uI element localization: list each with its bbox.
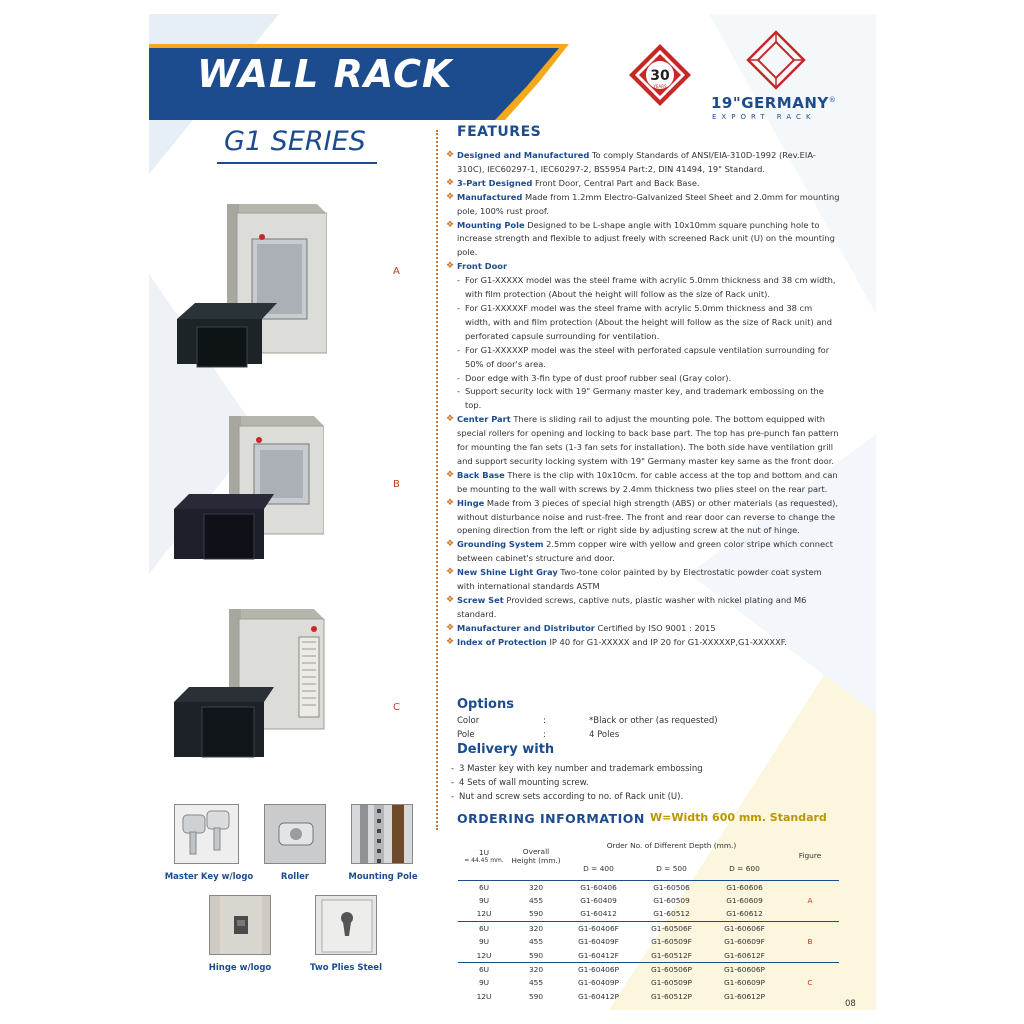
ordering-table-body	[458, 880, 839, 1003]
master-key-image	[174, 804, 239, 864]
table-cell: G1-60409P	[577, 978, 620, 988]
feature-lead: Designed and Manufactured	[457, 150, 590, 160]
feature-text: Made from 1.2mm Electro-Galvanized Steel Sheet and 2.0mm for mounting pole, 100% rust proof.	[457, 191, 840, 216]
table-cell: 12U	[476, 991, 492, 1001]
front-door-detail: - Support security lock with 19" Germany master key, and trademark embossing on the top.	[457, 385, 840, 413]
table-cell: 12U	[476, 909, 492, 919]
table-cell: G1-60612F	[724, 950, 765, 960]
header-order-no: Order No. of Different Depth (mm.)	[606, 840, 737, 850]
bullet-icon: ❖	[446, 191, 455, 202]
table-cell: 455	[528, 937, 544, 947]
brand-text: 19"GERMANY	[711, 94, 829, 112]
figure-cell: B	[781, 921, 839, 962]
brand-subtitle: EXPORT RACK	[712, 113, 816, 121]
table-cell: G1-60612P	[723, 991, 766, 1001]
table-cell: G1-60506F	[635, 921, 708, 935]
accessory-label-hinge: Hinge w/logo	[208, 963, 272, 973]
feature-lead: Grounding System	[457, 539, 544, 550]
front-door-detail: - For G1-XXXXXF model was the steel frame with acrylic 5.0mm thickness and 38 cm width, with and film protection (About the height will follow as the size of Rack unit) and perforated capsule surrounding for ventilation.	[457, 302, 840, 344]
feature-lead: Mounting Pole	[457, 219, 525, 230]
rack-image-c	[174, 607, 334, 767]
badge-number: 30	[650, 68, 670, 84]
delivery-item: - 3 Master key with key number and trademark embossing	[451, 763, 703, 777]
feature-lead: Hinge	[457, 497, 485, 508]
bullet-icon: ❖	[446, 497, 455, 508]
feature-text: Designed to be L-shape angle with 10x10mm square punching hole to increase strength and flexible to adjust freely with screened Rack unit (U) on the mounting pole.	[457, 219, 835, 258]
table-cell: 590	[528, 991, 544, 1001]
table-cell: G1-60509P	[650, 978, 693, 988]
feature-item	[445, 413, 840, 469]
feature-item	[445, 636, 840, 650]
accessory-label-master-key: Master Key w/logo	[164, 872, 254, 882]
registered-mark: ®	[828, 96, 837, 104]
option-label: Color	[457, 716, 480, 726]
table-cell: G1-60606F	[708, 921, 781, 935]
keyhole-icon	[316, 896, 377, 955]
table-cell: 455	[528, 896, 544, 906]
option-value: 4 Poles	[589, 730, 620, 740]
table-cell: 12U	[476, 950, 492, 960]
title-underline	[217, 162, 377, 164]
table-cell: G1-60512F	[651, 950, 692, 960]
header-overall: Overall	[522, 846, 550, 856]
table-cell: 6U	[458, 921, 510, 935]
table-cell: G1-60406F	[562, 921, 635, 935]
figure-cell: A	[781, 880, 839, 921]
delivery-list	[451, 763, 703, 804]
feature-lead: New Shine Light Gray	[457, 567, 558, 578]
accessory-label-two-plies-steel: Two Plies Steel	[310, 963, 382, 973]
ordering-table	[458, 832, 839, 1003]
table-cell: G1-60409	[580, 896, 617, 906]
feature-item	[445, 566, 840, 594]
table-cell: 590	[528, 909, 544, 919]
bullet-icon: ❖	[446, 636, 455, 647]
table-cell: G1-60509	[653, 896, 690, 906]
table-cell: G1-60606	[708, 880, 781, 894]
front-door-detail: - Door edge with 3-fin type of dust proof rubber seal (Gray color).	[457, 372, 840, 386]
feature-lead: Manufacturer and Distributor	[457, 622, 595, 633]
features-list	[445, 149, 840, 650]
delivery-item: - Nut and screw sets according to no. of Rack unit (U).	[451, 791, 703, 805]
table-cell: G1-60612	[726, 909, 763, 919]
two-plies-steel-image	[315, 895, 377, 955]
header-depth: D = 600	[729, 864, 760, 874]
option-label: Pole	[457, 730, 475, 740]
table-cell: G1-60409F	[578, 937, 619, 947]
pole-icon	[352, 805, 413, 864]
table-cell: 9U	[478, 937, 490, 947]
header-depth: D = 500	[656, 864, 687, 874]
column-divider	[436, 130, 438, 830]
bullet-icon: ❖	[446, 567, 455, 578]
feature-lead: Center Part	[457, 414, 511, 425]
figure-cell: C	[781, 962, 839, 1003]
figure-label-c: C	[393, 702, 400, 713]
bullet-icon: ❖	[446, 150, 455, 160]
delivery-item: - 4 Sets of wall mounting screw.	[451, 777, 703, 791]
feature-item	[445, 191, 840, 219]
header-1u	[458, 832, 510, 880]
feature-item	[445, 149, 840, 177]
front-door-detail: - For G1-XXXXX model was the steel frame with acrylic 5.0mm thickness and 38 cm width, with film protection (About the height will follow as the size of Rack unit).	[457, 274, 840, 302]
feature-text: IP 40 for G1-XXXXX and IP 20 for G1-XXXXXP,G1-XXXXXF.	[546, 636, 787, 647]
header-depth: D = 400	[583, 864, 614, 874]
badge-sub: YEARS	[653, 84, 667, 89]
mounting-pole-image	[351, 804, 413, 864]
header-figure: Figure	[798, 851, 822, 861]
key-icon	[175, 805, 239, 864]
table-row	[458, 962, 839, 976]
ordering-title: ORDERING INFORMATION	[457, 811, 645, 826]
table-cell: G1-60609P	[723, 978, 766, 988]
feature-item	[445, 177, 840, 191]
bullet-icon: ❖	[446, 177, 455, 188]
bullet-icon: ❖	[446, 622, 455, 633]
table-cell: G1-60606P	[708, 962, 781, 976]
table-cell: G1-60512P	[650, 991, 693, 1001]
header-1u-sub: = 44.45 mm.	[464, 856, 504, 864]
table-cell: 6U	[458, 962, 510, 976]
bullet-icon: ❖	[446, 414, 455, 425]
table-cell: 455	[528, 978, 544, 988]
bullet-icon: ❖	[446, 539, 455, 550]
feature-item	[445, 497, 840, 539]
roller-image	[264, 804, 326, 864]
roller-icon	[265, 805, 326, 864]
feature-item	[445, 469, 840, 497]
accessory-label-mounting-pole: Mounting Pole	[348, 872, 418, 882]
features-title: FEATURES	[457, 124, 542, 140]
rack-image-b	[174, 414, 324, 569]
table-cell: 320	[510, 962, 562, 976]
rack-image-a	[177, 199, 327, 384]
table-cell: 9U	[478, 978, 490, 988]
option-value: *Black or other (as requested)	[589, 716, 718, 726]
feature-text: To comply Standards of ANSI/EIA-310D-1992 (Rev.EIA-310C), IEC60297-1, IEC60297-2, BS5954 Part:2, DIN 41494, 19" Standard.	[457, 150, 816, 174]
table-row	[458, 921, 839, 935]
feature-text: Provided screws, captive nuts, plastic washer with nickel plating and M6 standard.	[457, 595, 807, 619]
front-door-detail: - For G1-XXXXXP model was the steel with perforated capsule ventilation surrounding for 50% of door's area.	[457, 344, 840, 372]
table-cell: 320	[510, 921, 562, 935]
options-title: Options	[457, 697, 514, 712]
table-cell: G1-60412P	[577, 991, 620, 1001]
header-1u-label: 1U	[478, 847, 490, 857]
feature-text: Front Door, Central Part and Back Base.	[532, 177, 700, 188]
option-sep: :	[543, 716, 546, 726]
feature-text: Made from 3 pieces of special high strength (ABS) or other materials (as requested), without disturbance noise and rust-free. The front and rear door can reverse to change the opening direction from the left or right side by adjusting screw at the nut of hinge.	[457, 497, 838, 536]
table-cell: G1-60506P	[635, 962, 708, 976]
feature-lead: Front Door	[457, 261, 508, 272]
table-cell: G1-60509F	[651, 937, 692, 947]
table-cell: 590	[528, 950, 544, 960]
delivery-title: Delivery with	[457, 742, 555, 757]
table-row	[458, 880, 839, 894]
table-cell: 320	[510, 880, 562, 894]
feature-item	[445, 622, 840, 636]
anniversary-badge-icon	[629, 44, 691, 106]
ordering-note: W=Width 600 mm. Standard	[650, 811, 827, 824]
bullet-icon: ❖	[446, 469, 455, 480]
table-cell: G1-60609	[726, 896, 763, 906]
feature-text: 2.5mm copper wire with yellow and green color stripe which connect between cabinet's structure and door.	[457, 539, 833, 564]
table-cell: G1-60412	[580, 909, 617, 919]
hinge-image	[209, 895, 271, 955]
table-cell: G1-60609F	[724, 937, 765, 947]
figure-label-b: B	[393, 479, 400, 490]
table-cell: G1-60512	[653, 909, 690, 919]
feature-text: There is sliding rail to adjust the mounting pole. The bottom equipped with special rollers for opening and locking to back base part. The top has pre-punch fan pattern for mounting the fan sets (1-3 fan sets for installation). The both side have ventilation grill and support security locking system with 19" Germany master key same as the front door.	[457, 414, 839, 466]
table-cell: G1-60506	[635, 880, 708, 894]
catalog-page	[149, 14, 876, 1010]
accessory-label-roller: Roller	[280, 872, 310, 882]
table-cell: G1-60406	[562, 880, 635, 894]
feature-item	[445, 594, 840, 622]
feature-lead: Manufactured	[457, 191, 523, 202]
feature-text: Two-tone color painted by by Electrostatic powder coat system with international standards ASTM	[457, 567, 822, 592]
feature-lead: Screw Set	[457, 595, 504, 605]
feature-text: There is the clip with 10x10cm. for cable access at the top and bottom and can be mounting to the wall with screws by 2.4mm thickness two plies steel on the rear part.	[457, 469, 838, 494]
hinge-icon	[210, 896, 271, 955]
brand-name	[711, 94, 836, 112]
feature-item	[445, 538, 840, 566]
header-height-mm: Height (mm.)	[511, 855, 561, 865]
feature-text: Certified by ISO 9001 : 2015	[594, 622, 716, 633]
bullet-icon: ❖	[446, 219, 455, 230]
feature-lead: Back Base	[457, 469, 505, 480]
page-number: 08	[845, 999, 856, 1009]
page-title: WALL RACK	[197, 52, 453, 96]
feature-lead: 3-Part Designed	[457, 177, 533, 188]
table-cell: 6U	[458, 880, 510, 894]
bullet-icon: ❖	[446, 595, 455, 605]
header-height	[510, 832, 562, 880]
figure-label-a: A	[393, 266, 400, 277]
bullet-icon: ❖	[446, 261, 455, 272]
table-cell: G1-60406P	[562, 962, 635, 976]
table-cell: 9U	[478, 896, 490, 906]
brand-cube-logo-icon	[746, 30, 806, 92]
feature-item	[445, 260, 840, 274]
feature-item	[445, 219, 840, 261]
feature-lead: Index of Protection	[457, 636, 547, 647]
series-title: G1 SERIES	[224, 126, 366, 157]
front-door-details	[445, 274, 840, 413]
option-sep: :	[543, 730, 546, 740]
table-cell: G1-60412F	[578, 950, 619, 960]
